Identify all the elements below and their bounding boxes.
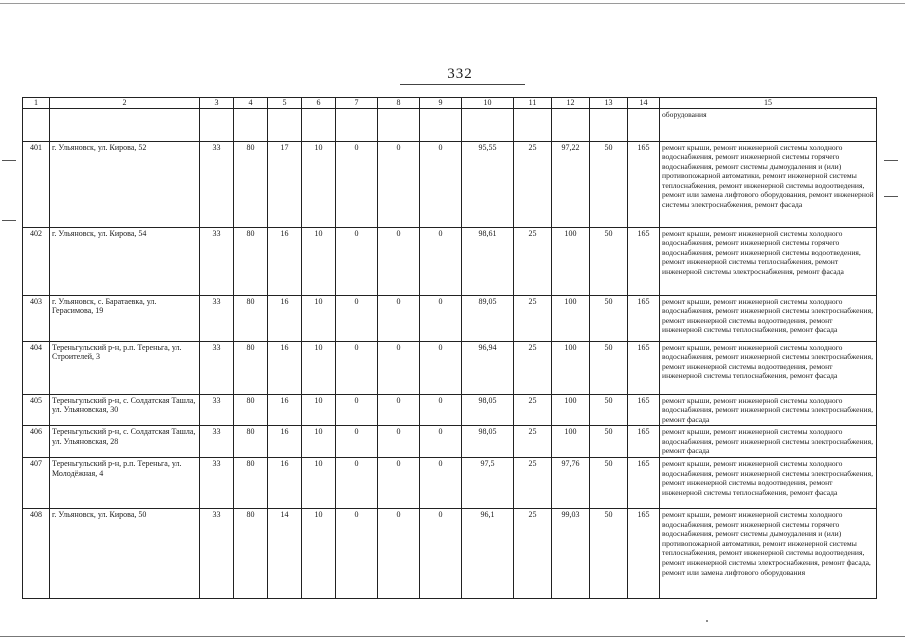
col13-cell: 50 — [590, 394, 628, 426]
col4-cell: 80 — [234, 394, 268, 426]
col6-cell: 10 — [302, 295, 336, 341]
col9-cell: 0 — [420, 426, 462, 458]
col3-cell: 33 — [200, 426, 234, 458]
col13-cell: 50 — [590, 227, 628, 295]
col11-cell: 25 — [514, 426, 552, 458]
col12-cell: 100 — [552, 394, 590, 426]
col5-cell: 17 — [268, 141, 302, 227]
col6-cell: 10 — [302, 227, 336, 295]
col7-cell: 0 — [336, 295, 378, 341]
col9-cell: 0 — [420, 295, 462, 341]
table-row — [23, 509, 877, 599]
col10-cell: 98,05 — [462, 426, 514, 458]
col13-cell: 50 — [590, 509, 628, 599]
col10-cell: 98,05 — [462, 394, 514, 426]
col11-cell: 25 — [514, 509, 552, 599]
address-cell: Тереньгульский р-н, с. Солдатская Ташла, ул. Ульяновская, 28 — [50, 426, 200, 458]
col10-cell: 96,1 — [462, 509, 514, 599]
col11-cell: 25 — [514, 141, 552, 227]
works-cell: ремонт крыши, ремонт инженерной системы холодного водоснабжения, ремонт инженерной системы горячего водоснабжения, ремонт инженерной системы водоотведения, ремонт инженерной системы теплоснабжения, ремонт инженерной системы электроснабжения, ремонт фасада — [660, 227, 877, 295]
col4-cell: 80 — [234, 458, 268, 509]
works-cell: ремонт крыши, ремонт инженерной системы холодного водоснабжения, ремонт инженерной системы электроснабжения, ремонт инженерной системы водоотведения, ремонт инженерной системы теплоснабжения, ремонт фасада — [660, 341, 877, 394]
scan-speck — [706, 620, 708, 622]
margin-mark — [2, 220, 16, 221]
col8-cell: 0 — [378, 295, 420, 341]
col12-cell: 99,03 — [552, 509, 590, 599]
column-number: 4 — [234, 98, 268, 109]
col12-cell: 97,76 — [552, 458, 590, 509]
col4-cell: 80 — [234, 426, 268, 458]
col10-cell: 96,94 — [462, 341, 514, 394]
col13-cell: 50 — [590, 295, 628, 341]
col3-cell: 33 — [200, 341, 234, 394]
col14-cell: 165 — [628, 394, 660, 426]
col6-cell: 10 — [302, 509, 336, 599]
scan-top-edge — [0, 3, 905, 4]
col5-cell: 16 — [268, 295, 302, 341]
column-number: 13 — [590, 98, 628, 109]
page-number: 332 — [447, 66, 473, 82]
col11-cell: 25 — [514, 295, 552, 341]
col4-cell: 80 — [234, 295, 268, 341]
col11-cell: 25 — [514, 394, 552, 426]
row-number: 406 — [23, 426, 50, 458]
address-cell: Тереньгульский р-н, с. Солдатская Ташла, ул. Ульяновская, 30 — [50, 394, 200, 426]
col8-cell: 0 — [378, 394, 420, 426]
works-cell: ремонт крыши, ремонт инженерной системы холодного водоснабжения, ремонт инженерной системы горячего водоснабжения, ремонт системы дымоудаления и (или) противопожарной автоматики, ремонт инженерной системы теплоснабжения, ремонт инженерной системы водоотведения, ремонт или замена лифтового оборудования, ремонт инженерной системы электроснабжения, ремонт фасада — [660, 141, 877, 227]
col12-cell: 100 — [552, 295, 590, 341]
col4-cell: 80 — [234, 227, 268, 295]
col3-cell: 33 — [200, 458, 234, 509]
col12-cell: 97,22 — [552, 141, 590, 227]
col7-cell: 0 — [336, 509, 378, 599]
address-cell: г. Ульяновск, ул. Кирова, 54 — [50, 227, 200, 295]
address-cell: Тереньгульский р-н, р.п. Тереньга, ул. Молодёжная, 4 — [50, 458, 200, 509]
column-number: 15 — [660, 98, 877, 109]
col10-cell: 95,55 — [462, 141, 514, 227]
col14-cell: 165 — [628, 426, 660, 458]
col6-cell: 10 — [302, 394, 336, 426]
margin-mark — [884, 196, 898, 197]
table-row — [23, 341, 877, 394]
col11-cell: 25 — [514, 227, 552, 295]
col4-cell: 80 — [234, 141, 268, 227]
col6-cell: 10 — [302, 426, 336, 458]
row-number: 402 — [23, 227, 50, 295]
row-number: 403 — [23, 295, 50, 341]
table-row — [23, 426, 877, 458]
col9-cell: 0 — [420, 509, 462, 599]
margin-mark — [2, 160, 16, 161]
col3-cell: 33 — [200, 295, 234, 341]
col8-cell: 0 — [378, 426, 420, 458]
table-row — [23, 141, 877, 227]
address-cell: г. Ульяновск, ул. Кирова, 50 — [50, 509, 200, 599]
works-cell: ремонт крыши, ремонт инженерной системы холодного водоснабжения, ремонт инженерной системы электроснабжения, ремонт фасада — [660, 426, 877, 458]
column-number-row — [23, 98, 877, 109]
scan-bottom-edge — [0, 636, 905, 637]
col9-cell: 0 — [420, 141, 462, 227]
col9-cell: 0 — [420, 227, 462, 295]
works-cell: ремонт крыши, ремонт инженерной системы холодного водоснабжения, ремонт инженерной системы электроснабжения, ремонт инженерной системы водоотведения, ремонт инженерной системы теплоснабжения, ремонт фасада — [660, 295, 877, 341]
col5-cell: 16 — [268, 227, 302, 295]
address-cell: Тереньгульский р-н, р.п. Тереньга, ул. Строителей, 3 — [50, 341, 200, 394]
column-number: 14 — [628, 98, 660, 109]
register-table — [22, 97, 877, 599]
col3-cell: 33 — [200, 509, 234, 599]
col7-cell: 0 — [336, 458, 378, 509]
col12-cell: 100 — [552, 426, 590, 458]
col3-cell: 33 — [200, 227, 234, 295]
col9-cell: 0 — [420, 458, 462, 509]
address-cell: г. Ульяновск, ул. Кирова, 52 — [50, 141, 200, 227]
row-number: 408 — [23, 509, 50, 599]
table-row — [23, 227, 877, 295]
col14-cell: 165 — [628, 227, 660, 295]
col12-cell: 100 — [552, 341, 590, 394]
col13-cell: 50 — [590, 458, 628, 509]
col7-cell: 0 — [336, 227, 378, 295]
col6-cell: 10 — [302, 458, 336, 509]
column-number: 10 — [462, 98, 514, 109]
col9-cell: 0 — [420, 341, 462, 394]
col10-cell: 98,61 — [462, 227, 514, 295]
column-number: 12 — [552, 98, 590, 109]
row-number: 404 — [23, 341, 50, 394]
table-row — [23, 458, 877, 509]
col13-cell: 50 — [590, 426, 628, 458]
col8-cell: 0 — [378, 227, 420, 295]
works-cell: ремонт крыши, ремонт инженерной системы холодного водоснабжения, ремонт инженерной системы электроснабжения, ремонт фасада — [660, 394, 877, 426]
column-number: 1 — [23, 98, 50, 109]
continuation-text: оборудования — [660, 108, 877, 141]
works-cell: ремонт крыши, ремонт инженерной системы холодного водоснабжения, ремонт инженерной системы электроснабжения, ремонт инженерной системы водоотведения, ремонт инженерной системы теплоснабжения, ремонт фасада — [660, 458, 877, 509]
margin-mark — [884, 160, 898, 161]
column-number: 9 — [420, 98, 462, 109]
row-number: 401 — [23, 141, 50, 227]
col7-cell: 0 — [336, 341, 378, 394]
row-number: 405 — [23, 394, 50, 426]
column-number: 2 — [50, 98, 200, 109]
column-number: 11 — [514, 98, 552, 109]
col5-cell: 14 — [268, 509, 302, 599]
column-number: 8 — [378, 98, 420, 109]
col3-cell: 33 — [200, 141, 234, 227]
col13-cell: 50 — [590, 341, 628, 394]
col10-cell: 97,5 — [462, 458, 514, 509]
col7-cell: 0 — [336, 426, 378, 458]
page-number-rule — [400, 84, 525, 85]
works-cell: ремонт крыши, ремонт инженерной системы холодного водоснабжения, ремонт инженерной системы горячего водоснабжения, ремонт системы дымоудаления и (или) противопожарной автоматики, ремонт инженерной системы теплоснабжения, ремонт инженерной системы водоотведения, ремонт инженерной системы электроснабжения, ремонт фасада, ремонт или замена лифтового оборудования — [660, 509, 877, 599]
column-number: 3 — [200, 98, 234, 109]
table-row — [23, 295, 877, 341]
col3-cell: 33 — [200, 394, 234, 426]
table-row — [23, 394, 877, 426]
col14-cell: 165 — [628, 458, 660, 509]
col10-cell: 89,05 — [462, 295, 514, 341]
col8-cell: 0 — [378, 509, 420, 599]
col11-cell: 25 — [514, 458, 552, 509]
col5-cell: 16 — [268, 458, 302, 509]
col8-cell: 0 — [378, 141, 420, 227]
col5-cell: 16 — [268, 394, 302, 426]
col14-cell: 165 — [628, 295, 660, 341]
col7-cell: 0 — [336, 394, 378, 426]
col14-cell: 165 — [628, 341, 660, 394]
col6-cell: 10 — [302, 141, 336, 227]
col9-cell: 0 — [420, 394, 462, 426]
col8-cell: 0 — [378, 341, 420, 394]
col14-cell: 165 — [628, 141, 660, 227]
col11-cell: 25 — [514, 341, 552, 394]
col12-cell: 100 — [552, 227, 590, 295]
col4-cell: 80 — [234, 341, 268, 394]
address-cell: г. Ульяновск, с. Баратаевка, ул. Герасимова, 19 — [50, 295, 200, 341]
continuation-row — [23, 108, 877, 141]
column-number: 5 — [268, 98, 302, 109]
col13-cell: 50 — [590, 141, 628, 227]
column-number: 7 — [336, 98, 378, 109]
column-number: 6 — [302, 98, 336, 109]
col5-cell: 16 — [268, 426, 302, 458]
col6-cell: 10 — [302, 341, 336, 394]
col14-cell: 165 — [628, 509, 660, 599]
col5-cell: 16 — [268, 341, 302, 394]
col8-cell: 0 — [378, 458, 420, 509]
col7-cell: 0 — [336, 141, 378, 227]
row-number: 407 — [23, 458, 50, 509]
col4-cell: 80 — [234, 509, 268, 599]
